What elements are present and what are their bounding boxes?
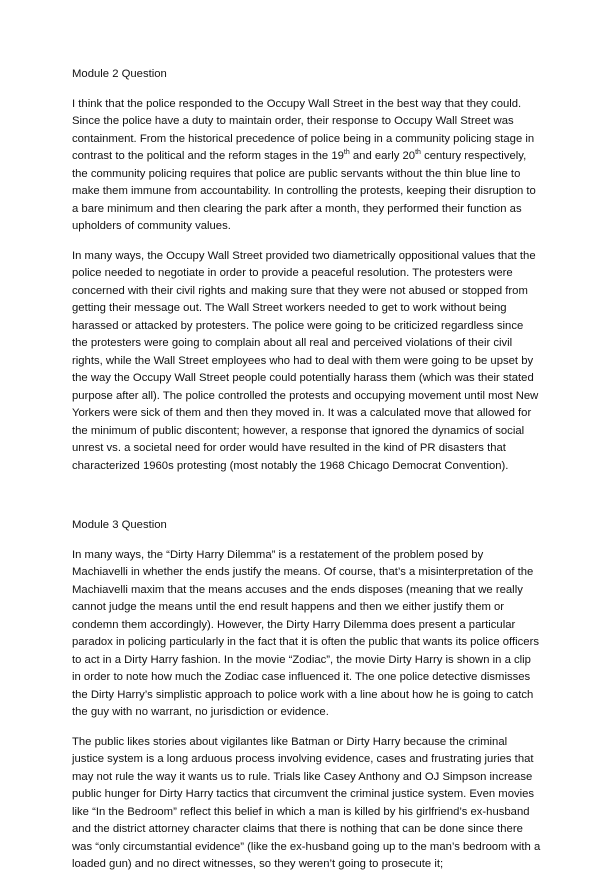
paragraph: In many ways, the Occupy Wall Street provided two diametrically oppositional values that the police needed to negotiate in order to provide a peaceful resolution. The protesters were concerned with their civil rights and making sure that they were not abused or stopped from getting their message out. The Wall Street workers needed to get to work without being harassed or attacked by protesters. The police were going to be criticized regardless since the protesters were going to complain about all real and perceived violations of their civil rights, while the Wall Street employees who had to deal with them were going to be upset by the way the Occupy Wall Street people could potentially harass them (which was their stated purpose after all). The police controlled the protests and occupying movement until most New Yorkers were sick of them and then they moved in. It was a calculated move that allowed for the minimum of public discontent; however, a response that ignored the dynamics of social unrest vs. a societal need for order would have resulted in the kind of PR disasters that characterized 1960s protesting (most notably the 1968 Chicago Democrat Convention). <box>72 249 539 472</box>
paragraph-text: I think that the police responded to the Occupy Wall Street in the best way that they could. Since the police have a duty to maintain order, their response to Occupy Wall Street was containment. From the historical precedence of police being in a community policing stage in contrast to the political and the reform stages in the 19 <box>72 97 535 162</box>
paragraph-text: century respectively, the community policing requires that police are public servants without the thin blue line to make them immune from accountability. In controlling the protests, keeping their disruption to a bare minimum and then clearing the park after a month, they performed their function as upholders of community values. <box>72 150 536 232</box>
superscript: th <box>343 149 350 157</box>
section-heading: Module 2 Question <box>72 68 167 80</box>
document-page <box>72 66 542 886</box>
superscript: th <box>415 149 421 157</box>
section-module-3 <box>72 517 542 874</box>
paragraph: The public likes stories about vigilantes like Batman or Dirty Harry because the criminal justice system is a long arduous process involving evidence, cases and frustrating juries that may not rule the way it wants us to rule. Trials like Casey Anthony and OJ Simpson increase public hunger for Dirty Harry tactics that circumvent the criminal justice system. Even movies like “In the Bedroom” reflect this belief in which a man is killed by his girlfriend’s ex-husband and the district attorney character claims that there is nothing that can be done since there was “only circumstantial evidence” (like the ex-husband going up to the man’s bedroom with a loaded gun) and no direct witnesses, so they weren’t going to prosecute it; <box>72 735 541 870</box>
section-heading: Module 3 Question <box>72 519 167 531</box>
paragraph-text: and early 20 <box>349 150 416 162</box>
paragraph: In many ways, the “Dirty Harry Dilemma” is a restatement of the problem posed by Machiavelli in whether the ends justify the means. Of course, that’s a misinterpretation of the Machiavelli maxim that the means accuses and the ends disposes (meaning that we really cannot judge the means until the end result happens and then we either justify them or condemn them accordingly). However, the Dirty Harry Dilemma does present a particular paradox in policing particularly in the fact that it is often the public that wants its police officers to act in a Dirty Harry fashion. In the movie “Zodiac”, the movie Dirty Harry is shown in a clip in order to note how much the Zodiac case influenced it. The one police detective dismisses the Dirty Harry’s simplistic approach to police work with a line about how he is going to catch the guy with no warrant, no jurisdiction or evidence. <box>72 548 539 718</box>
section-module-2 <box>72 66 542 475</box>
paragraph <box>72 96 542 236</box>
